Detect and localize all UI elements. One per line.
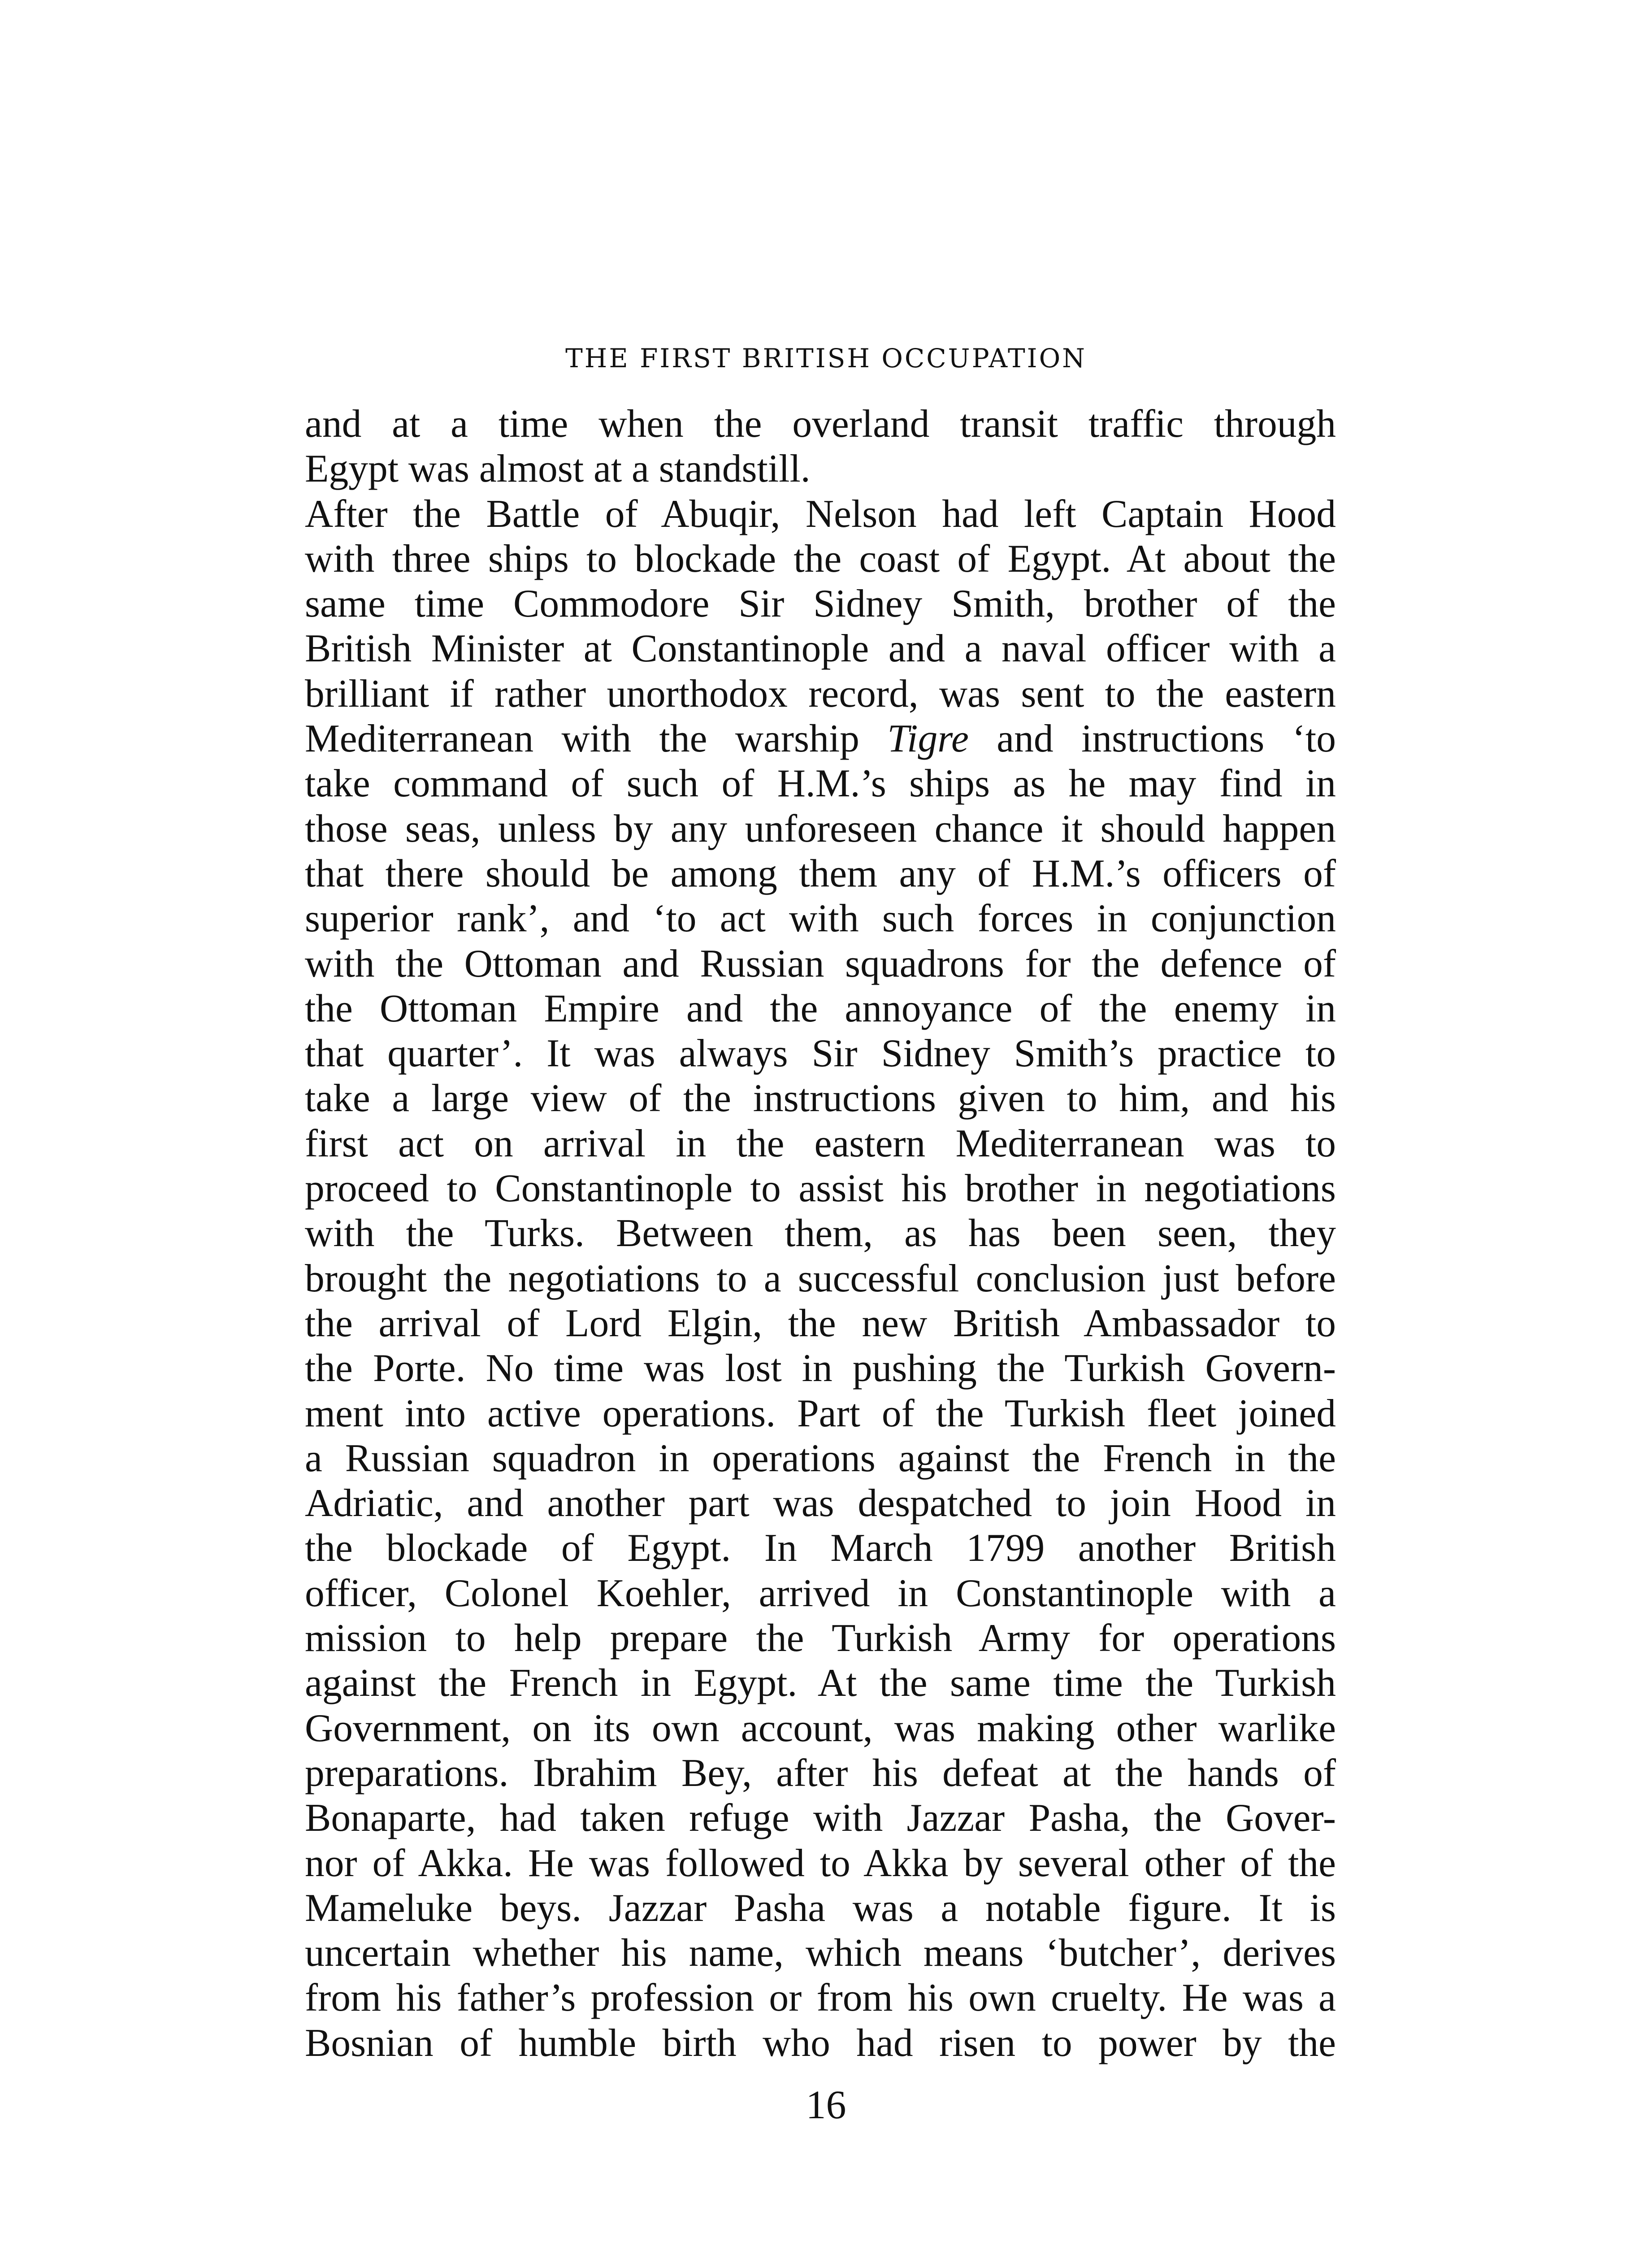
text-line: from his father’s profession or from his own cruelty. He was a <box>305 1976 1336 2020</box>
ship-name-italic: Tigre <box>887 717 969 760</box>
text-line: Bosnian of humble birth who had risen to power by the <box>305 2020 1336 2064</box>
text-line: After the Battle of Abuqir, Nelson had left Captain Hood <box>305 491 1336 535</box>
text-line: against the French in Egypt. At the same time the Turkish <box>305 1661 1336 1705</box>
text-line: a Russian squadron in operations against the French in the <box>305 1436 1336 1480</box>
text-line: British Minister at Constantinople and a naval officer with a <box>305 626 1336 670</box>
text-line: with the Turks. Between them, as has been seen, they <box>305 1211 1336 1255</box>
text-line: nor of Akka. He was followed to Akka by several other of the <box>305 1841 1336 1885</box>
text-line: first act on arrival in the eastern Mediterranean was to <box>305 1121 1336 1165</box>
text-line: with three ships to blockade the coast of Egypt. At about the <box>305 536 1336 580</box>
text-line: brought the negotiations to a successful conclusion just before <box>305 1256 1336 1300</box>
text-line: the Ottoman Empire and the annoyance of the enemy in <box>305 986 1336 1030</box>
text-line: officer, Colonel Koehler, arrived in Constantinople with a <box>305 1571 1336 1615</box>
text-line: take a large view of the instructions given to him, and his <box>305 1076 1336 1120</box>
text-line: superior rank’, and ‘to act with such forces in conjunction <box>305 896 1336 940</box>
text-line: Bonaparte, had taken refuge with Jazzar Pasha, the Gover- <box>305 1796 1336 1840</box>
text-line: brilliant if rather unorthodox record, was sent to the eastern <box>305 671 1336 715</box>
text-line: Egypt was almost at a standstill. <box>305 447 811 491</box>
text-line: Mameluke beys. Jazzar Pasha was a notable figure. It is <box>305 1886 1336 1929</box>
page-number: 16 <box>806 2083 846 2127</box>
text-line: ment into active operations. Part of the Turkish fleet joined <box>305 1391 1336 1435</box>
text-line: uncertain whether his name, which means ‘butcher’, derives <box>305 1931 1336 1975</box>
text-line: with the Ottoman and Russian squadrons for the defence of <box>305 941 1336 985</box>
text-line: that there should be among them any of H.M.’s officers of <box>305 851 1336 895</box>
text-line: Mediterranean with the warship Tigre and instructions ‘to <box>305 717 1336 760</box>
text-line: same time Commodore Sir Sidney Smith, brother of the <box>305 582 1336 626</box>
running-head: THE FIRST BRITISH OCCUPATION <box>565 343 1087 374</box>
text-line: that quarter’. It was always Sir Sidney Smith’s practice to <box>305 1031 1336 1075</box>
text-line: the Porte. No time was lost in pushing the Turkish Govern- <box>305 1346 1336 1390</box>
text-line: and at a time when the overland transit traffic through <box>305 402 1336 445</box>
text-line: Adriatic, and another part was despatched to join Hood in <box>305 1481 1336 1525</box>
text-line: proceed to Constantinople to assist his brother in negotiations <box>305 1166 1336 1210</box>
text-line: preparations. Ibrahim Bey, after his defeat at the hands of <box>305 1751 1336 1794</box>
text-line: those seas, unless by any unforeseen chance it should happen <box>305 806 1336 850</box>
text-line: Government, on its own account, was making other warlike <box>305 1706 1336 1750</box>
body-text <box>305 401 1336 2065</box>
text-line: the blockade of Egypt. In March 1799 another British <box>305 1526 1336 1570</box>
text-line: the arrival of Lord Elgin, the new British Ambassador to <box>305 1301 1336 1345</box>
text-line: mission to help prepare the Turkish Army for operations <box>305 1616 1336 1660</box>
text-line: take command of such of H.M.’s ships as he may find in <box>305 761 1336 805</box>
